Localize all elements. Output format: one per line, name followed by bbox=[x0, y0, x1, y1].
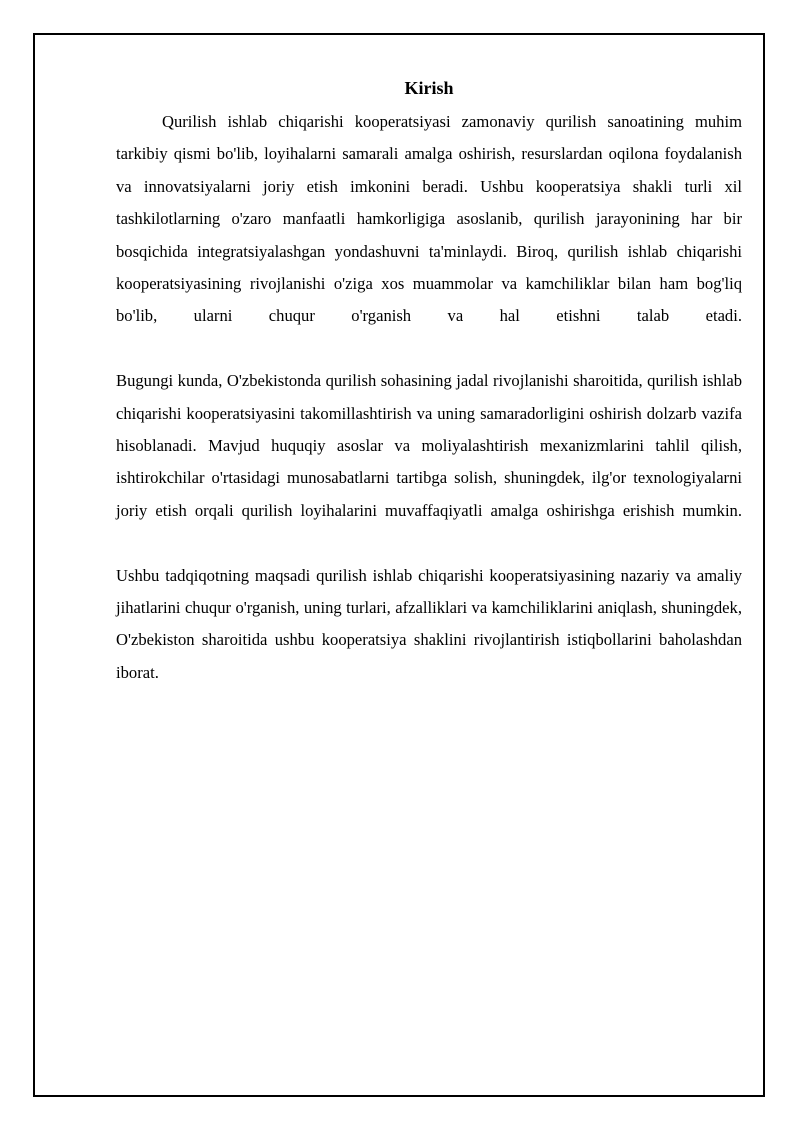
paragraph-intro: Qurilish ishlab chiqarishi kooperatsiyasi zamonaviy qurilish sanoatining muhim tarkibiy qismi bo'lib, loyihalarni samarali amalga oshirish, resurslardan oqilona foydalanish va innovatsiyalarni joriy etish imkonini beradi. Ushbu kooperatsiya shakli turli xil tashkilotlarning o'zaro manfaatli hamkorligiga asoslanib, qurilish jarayonining har bir bosqichida integratsiyalashgan yondashuvni ta'minlaydi. Biroq, qurilish ishlab chiqarishi kooperatsiyasining rivojlanishi o'ziga xos muammolar va kamchiliklar bilan ham bog'liq bo'lib, ularni chuqur o'rganish va hal etishni talab etadi. bbox=[116, 112, 742, 326]
document-title: Kirish bbox=[404, 78, 454, 98]
document-body bbox=[116, 76, 742, 689]
paragraph-spacer bbox=[116, 333, 742, 365]
paragraph-spacer bbox=[116, 527, 742, 559]
paragraph-aim: Ushbu tadqiqotning maqsadi qurilish ishlab chiqarishi kooperatsiyasining nazariy va amaliy jihatlarini chuqur o'rganish, uning turlari, afzalliklari va kamchiliklarini aniqlash, shuningdek, O'zbekiston sharoitida ushbu kooperatsiya shaklini rivojlantirish istiqbollarini baholashdan iborat. bbox=[116, 565, 742, 682]
paragraph-context: Bugungi kunda, O'zbekistonda qurilish sohasining jadal rivojlanishi sharoitida, qurilish ishlab chiqarishi kooperatsiyasini takomillashtirish va uning samaradorligini oshirish dolzarb vazifa hisoblanadi. Mavjud huquqiy asoslar va moliyalashtirish mexanizmlarini tahlil qilish, ishtirokchilar o'rtasidagi munosabatlarni tartibga solish, shuningdek, ilg'or texnologiyalarni joriy etish orqali qurilish loyihalarini muvaffaqiyatli amalga oshirishga erishish mumkin. bbox=[116, 371, 742, 520]
